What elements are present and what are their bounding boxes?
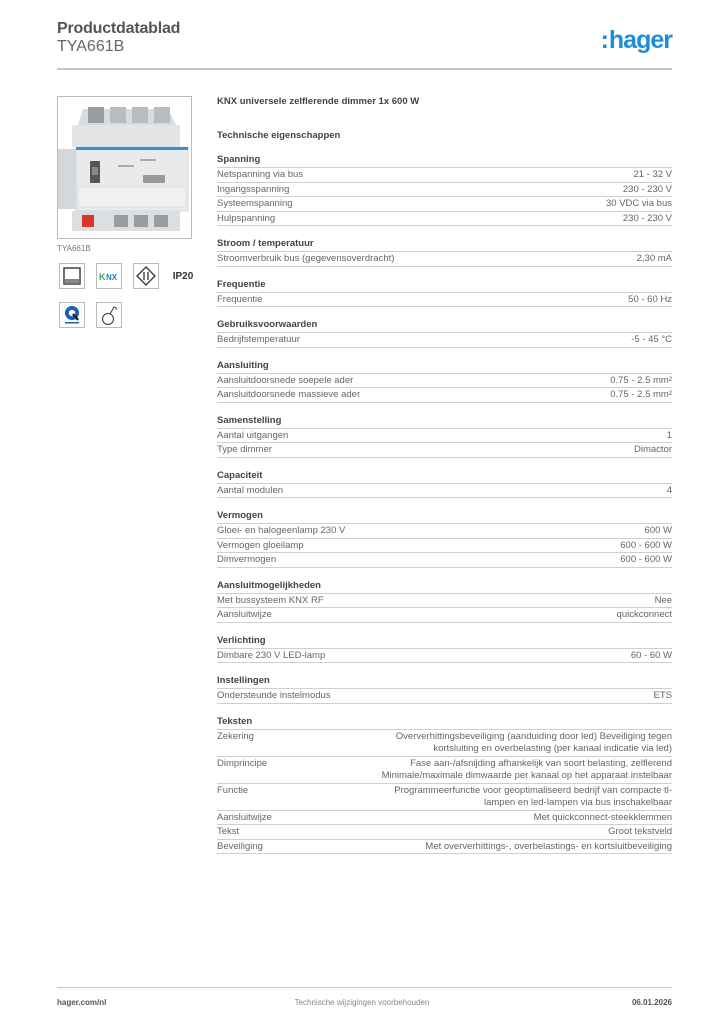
spec-row <box>217 524 672 539</box>
spec-value: Groot tekstveld <box>608 826 672 837</box>
spec-row <box>217 443 672 458</box>
spec-label: Aansluitwijze <box>217 811 272 823</box>
spec-label: Hulpspanning <box>217 212 276 224</box>
spec-label: Met bussysteem KNX RF <box>217 594 324 606</box>
spec-value: 30 VDC via bus <box>605 198 672 209</box>
spec-row <box>217 649 672 664</box>
spec-label: Zekering <box>217 730 254 742</box>
spec-row <box>217 388 672 403</box>
spec-row <box>217 825 672 840</box>
section-title: Capaciteit <box>217 470 672 484</box>
spec-label: Systeemspanning <box>217 198 293 209</box>
spec-section <box>217 716 672 855</box>
product-name: KNX universele zelflerende dimmer 1x 600 W <box>217 96 420 107</box>
spec-section <box>217 279 672 308</box>
spec-row <box>217 689 672 704</box>
spec-row <box>217 757 672 784</box>
spec-row <box>217 293 672 308</box>
section-title: Aansluitmogelijkheden <box>217 580 672 594</box>
spec-row <box>217 811 672 826</box>
spec-section <box>217 675 672 704</box>
spec-row <box>217 608 672 623</box>
section-title: Aansluiting <box>217 360 672 374</box>
document-title: Productdatablad <box>57 20 181 37</box>
spec-section <box>217 238 672 267</box>
section-title: Instellingen <box>217 675 672 689</box>
section-title: Verlichting <box>217 635 672 649</box>
spec-value: Met oververhittings-, overbelastings- en kortsluitbeveiliging <box>425 840 672 852</box>
dimmer-device-icon <box>58 97 192 239</box>
spec-sections <box>217 154 672 854</box>
spec-value: Fase aan-/afsnijding afhankelijk van soort belasting, zelflerend Minimale/maximale dimwaarde per kanaal op het apparaat instelbaar <box>381 757 672 781</box>
spec-value: 600 - 600 W <box>620 539 672 551</box>
logo-text: hager <box>608 26 672 54</box>
header-divider <box>57 68 672 70</box>
spec-row <box>217 374 672 389</box>
section-title: Spanning <box>217 154 672 168</box>
quickconnect-icon <box>59 302 85 328</box>
section-title: Samenstelling <box>217 415 672 429</box>
spec-label: Dimprincipe <box>217 757 268 769</box>
spec-value: ETS <box>653 690 672 701</box>
image-caption: TYA661B <box>57 244 91 253</box>
document-header <box>57 20 672 56</box>
spec-value: 50 - 60 Hz <box>628 293 672 305</box>
display-panel-icon <box>59 263 85 289</box>
spec-value: 600 W <box>644 525 672 536</box>
section-title: Stroom / temperatuur <box>217 238 672 252</box>
spec-value: Nee <box>654 594 672 606</box>
spec-label: Beveiliging <box>217 840 263 852</box>
product-code: TYA661B <box>57 38 125 55</box>
spec-label: Ondersteunde instelmodus <box>217 690 331 701</box>
spec-row <box>217 553 672 568</box>
section-title: Frequentie <box>217 279 672 293</box>
section-title: Teksten <box>217 716 672 730</box>
spec-label: Netspanning via bus <box>217 169 304 180</box>
spec-row <box>217 539 672 554</box>
spec-row <box>217 333 672 348</box>
spec-value: 60 - 60 W <box>630 649 672 661</box>
spec-value: 0.75 - 2.5 mm² <box>610 374 672 386</box>
spec-label: Tekst <box>217 826 240 837</box>
spec-row <box>217 429 672 444</box>
spec-section <box>217 510 672 568</box>
spec-label: Aansluitdoorsnede massieve ader <box>217 389 361 400</box>
knx-logo-icon <box>96 263 122 289</box>
spec-label: Dimbare 230 V LED-lamp <box>217 649 326 661</box>
spec-row <box>217 197 672 212</box>
hager-logo <box>601 28 672 52</box>
spec-section <box>217 635 672 664</box>
spec-section <box>217 580 672 623</box>
spec-label: Functie <box>217 784 249 796</box>
spec-value: 4 <box>666 484 672 496</box>
spec-row <box>217 183 672 198</box>
spec-value: 2,30 mA <box>636 253 672 264</box>
spec-row <box>217 252 672 267</box>
spec-row <box>217 784 672 811</box>
spec-value: 600 - 600 W <box>620 554 672 565</box>
spec-label: Frequentie <box>217 293 263 305</box>
spec-content <box>217 96 672 854</box>
ip20-label: IP20 <box>172 270 194 282</box>
spec-value: 230 - 230 V <box>622 183 672 195</box>
spec-value: Programmeerfunctie voor geoptimaliseerd bedrijf van compacte tl-lampen en led-lampen via bus inschakelbaar <box>394 784 672 808</box>
footer-disclaimer: Technische wijzigingen voorbehouden <box>294 998 430 1007</box>
product-image <box>57 96 192 239</box>
spec-label: Gloei- en halogeenlamp 230 V <box>217 525 346 536</box>
spec-section <box>217 154 672 226</box>
spec-value: 21 - 32 V <box>633 169 672 180</box>
spec-value: Met quickconnect-steekklemmen <box>533 811 672 823</box>
spec-value: Oververhittingsbeveiliging (aanduiding door led) Beveiliging tegen kortsluiting en overbelasting (per kanaal indicatie via led) <box>395 730 672 754</box>
ip20-icon <box>170 263 196 289</box>
spec-value: 0.75 - 2.5 mm² <box>610 389 672 400</box>
spec-label: Vermogen gloeilamp <box>217 539 304 551</box>
spec-row <box>217 484 672 499</box>
spec-value: quickconnect <box>616 609 672 620</box>
spec-label: Aansluitwijze <box>217 609 272 620</box>
spec-label: Aantal uitgangen <box>217 429 289 441</box>
spec-row <box>217 594 672 609</box>
spec-label: Stroomverbruik bus (gegevensoverdracht) <box>217 253 395 264</box>
logo-colon-icon: : <box>600 26 608 54</box>
section-title: Gebruiksvoorwaarden <box>217 319 672 333</box>
spec-section <box>217 360 672 403</box>
spec-row <box>217 840 672 855</box>
pull-hook-icon <box>96 302 122 328</box>
spec-section <box>217 415 672 458</box>
spec-row <box>217 212 672 227</box>
section-title: Vermogen <box>217 510 672 524</box>
spec-label: Bedrijfstemperatuur <box>217 334 300 345</box>
spec-row <box>217 730 672 757</box>
spec-section <box>217 470 672 499</box>
spec-value: -5 - 45 °C <box>631 334 672 345</box>
footer-divider <box>57 987 672 988</box>
spec-row <box>217 168 672 183</box>
spec-label: Aantal modulen <box>217 484 284 496</box>
tech-heading: Technische eigenschappen <box>217 130 341 141</box>
spec-label: Aansluitdoorsnede soepele ader <box>217 374 354 386</box>
spec-section <box>217 319 672 348</box>
spec-value: 1 <box>666 429 672 441</box>
svg-text:K: K <box>99 272 106 282</box>
footer-date: 06.01.2026 <box>631 998 672 1007</box>
svg-text:NX: NX <box>106 273 118 282</box>
double-insulation-icon <box>133 263 159 289</box>
spec-value: Dimactor <box>633 444 672 455</box>
footer-website[interactable]: hager.com/nl <box>57 998 107 1007</box>
spec-label: Dimvermogen <box>217 554 277 565</box>
spec-label: Type dimmer <box>217 444 272 455</box>
spec-value: 230 - 230 V <box>622 212 672 224</box>
spec-label: Ingangsspanning <box>217 183 290 195</box>
